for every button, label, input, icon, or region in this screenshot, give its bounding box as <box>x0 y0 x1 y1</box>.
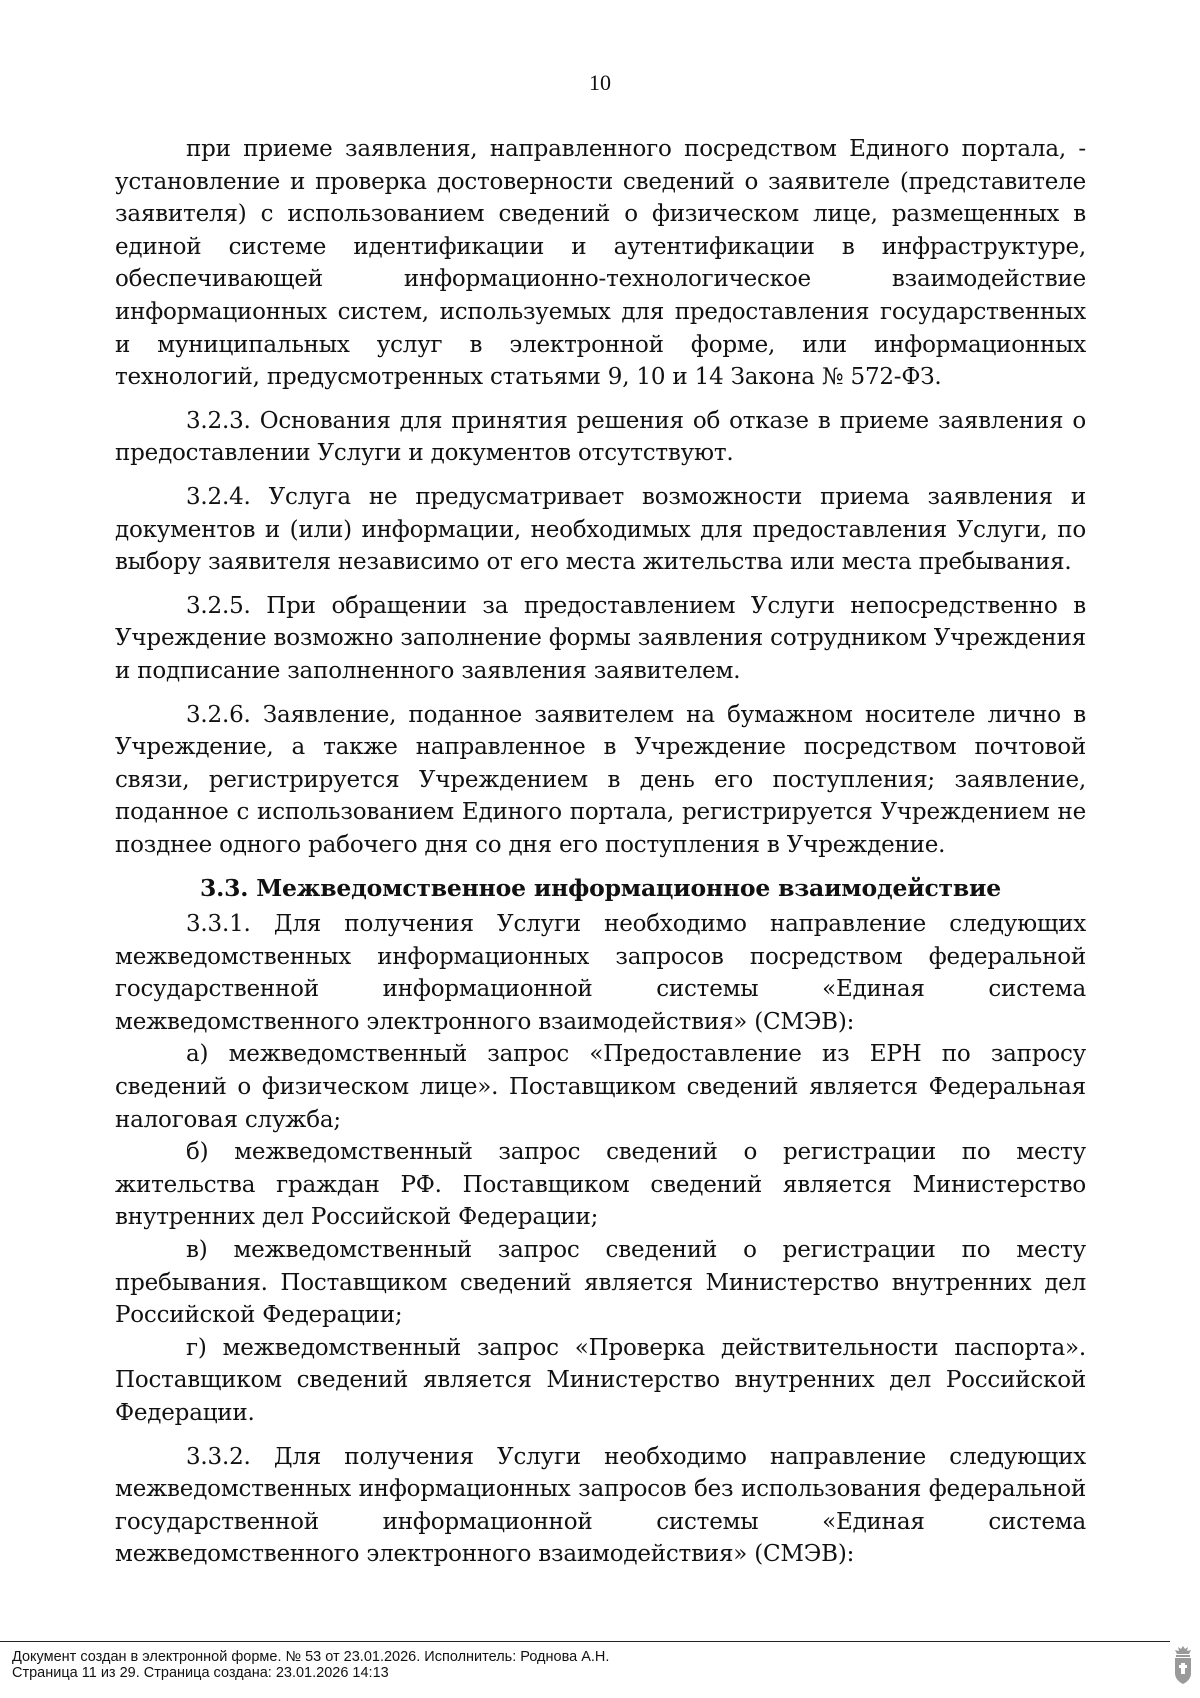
coat-of-arms-emblem-icon <box>1172 1645 1194 1685</box>
document-footer <box>12 1649 609 1681</box>
paragraph-3-3-1: 3.3.1. Для получения Услуги необходимо направление следующих межведомственных информационных запросов посредством федеральной государственной информационной системы «Единая система межведомственного электронного взаимодействия» (СМЭВ): <box>115 911 1086 1035</box>
section-heading-3-3: 3.3. Межведомственное информационное взаимодействие <box>199 874 1002 903</box>
footer-divider <box>0 1641 1170 1642</box>
paragraph-3-3-2: 3.3.2. Для получения Услуги необходимо направление следующих межведомственных информационных запросов без использования федеральной государственной информационной системы «Единая система межведомственного электронного взаимодействия» (СМЭВ): <box>115 1443 1086 1568</box>
paragraph-3-2-6: 3.2.6. Заявление, поданное заявителем на бумажном носителе лично в Учреждение, а также направленное в Учреждение посредством почтовой связи, регистрируется Учреждением в день его поступления; заявление, поданное с использованием Единого портала, регистрируется Учреждением не позднее одного рабочего дня со дня его поступления в Учреждение. <box>115 701 1086 858</box>
footer-document-info: Документ создан в электронной форме. № 53 от 23.01.2026. Исполнитель: Роднова А.Н. <box>12 1649 610 1665</box>
list-item-d: г) межведомственный запрос «Проверка действительности паспорта». Поставщиком сведений является Министерство внутренних дел Российской Федерации. <box>115 1334 1086 1426</box>
paragraph-3-2-3: 3.2.3. Основания для принятия решения об отказе в приеме заявления о предоставлении Услуги и документов отсутствуют. <box>115 407 1086 467</box>
paragraph-identity-verification: при приеме заявления, направленного посредством Единого портала, - установление и проверка достоверности сведений о заявителе (представителе заявителя) с использованием сведений о физическом лице, размещенных в единой системе идентификации и аутентификации в инфраструктуре, обеспечивающей информационно-технологическое взаимодействие информационных систем, используемых для предоставления государственных и муниципальных услуг в электронной форме, или информационных технологий, предусмотренных статьями 9, 10 и 14 Закона № 572-ФЗ. <box>115 136 1086 391</box>
list-item-b: б) межведомственный запрос сведений о регистрации по месту жительства граждан РФ. Поставщиком сведений является Министерство внутренних дел Российской Федерации; <box>115 1139 1086 1231</box>
footer-page-info: Страница 11 из 29. Страница создана: 23.01.2026 14:13 <box>12 1665 389 1681</box>
list-item-c: в) межведомственный запрос сведений о регистрации по месту пребывания. Поставщиком сведений является Министерство внутренних дел Российской Федерации; <box>115 1237 1086 1329</box>
paragraph-3-2-4: 3.2.4. Услуга не предусматривает возможности приема заявления и документов и (или) информации, необходимых для предоставления Услуги, по выбору заявителя независимо от его места жительства или места пребывания. <box>115 483 1086 576</box>
paragraph-3-2-5: 3.2.5. При обращении за предоставлением Услуги непосредственно в Учреждение возможно заполнение формы заявления сотрудником Учреждения и подписание заполненного заявления заявителем. <box>115 592 1086 684</box>
page-number: 10 <box>589 70 611 95</box>
document-body <box>115 133 1086 1582</box>
list-item-a: а) межведомственный запрос «Предоставление из ЕРН по запросу сведений о физическом лице». Поставщиком сведений является Федеральная налоговая служба; <box>115 1041 1086 1133</box>
